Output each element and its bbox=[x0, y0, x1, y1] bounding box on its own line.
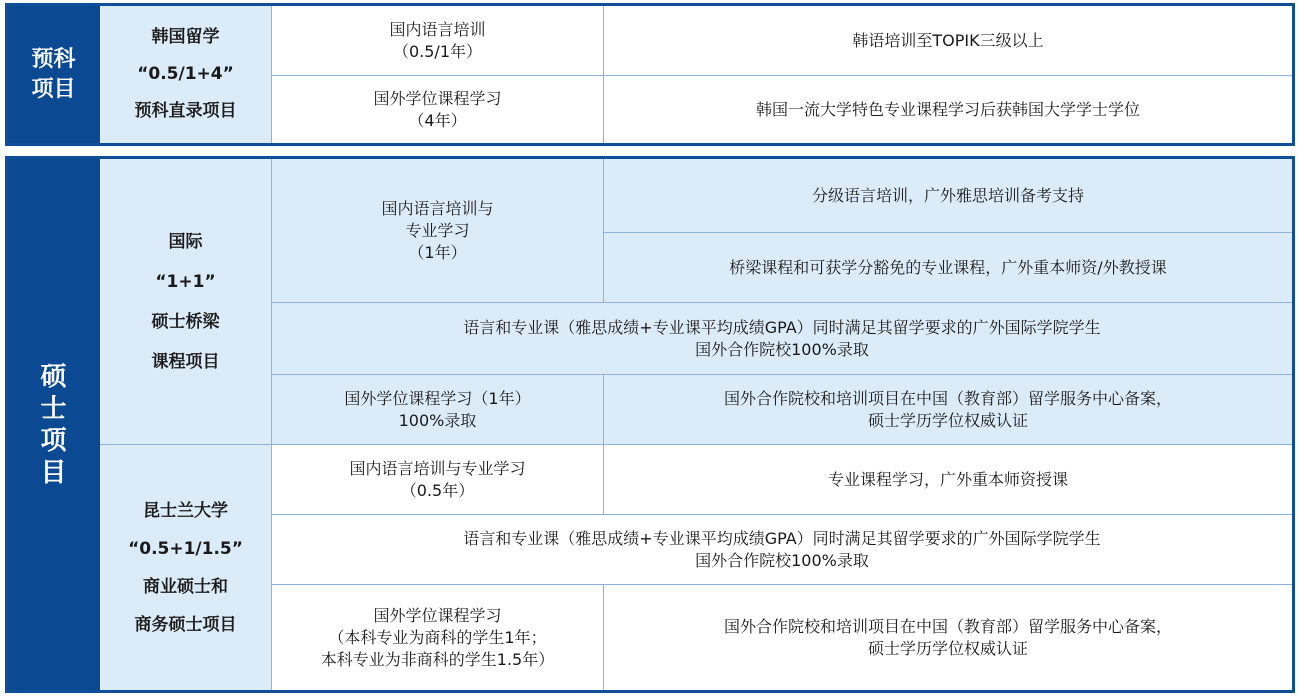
master-program-2-stage2-detail: 国外合作院校和培训项目在中国（教育部）留学服务中心备案， 硕士学历学位权威认证 bbox=[604, 585, 1294, 692]
prep-program-table bbox=[5, 3, 1295, 146]
master-program-2-stage1-detail: 专业课程学习，广外重本师资授课 bbox=[604, 445, 1294, 515]
master-program-2-name: 昆士兰大学 “0.5+1/1.5” 商业硕士和 商务硕士项目 bbox=[100, 445, 272, 692]
master-program-2-requirement: 语言和专业课（雅思成绩+专业课平均成绩GPA）同时满足其留学要求的广外国际学院学生 国外合作院校100%录取 bbox=[272, 515, 1294, 585]
master-program-1-stage1-detail-2: 桥梁课程和可获学分豁免的专业课程，广外重本师资/外教授课 bbox=[604, 233, 1294, 303]
master-program-1-name: 国际 “1+1” 硕士桥梁 课程项目 bbox=[100, 158, 272, 445]
prep-stage-domestic: 国内语言培训 （0.5/1年） bbox=[272, 5, 604, 76]
master-program-2-stage1: 国内语言培训与专业学习 （0.5年） bbox=[272, 445, 604, 515]
master-side-label: 硕 士 项 目 bbox=[7, 158, 100, 692]
master-program-1-stage2-detail: 国外合作院校和培训项目在中国（教育部）留学服务中心备案， 硕士学历学位权威认证 bbox=[604, 375, 1294, 445]
master-program-table bbox=[5, 156, 1295, 693]
master-program-1-requirement: 语言和专业课（雅思成绩+专业课平均成绩GPA）同时满足其留学要求的广外国际学院学生 国外合作院校100%录取 bbox=[272, 303, 1294, 375]
prep-detail-abroad: 韩国一流大学特色专业课程学习后获韩国大学学士学位 bbox=[604, 76, 1294, 145]
prep-program-name: 韩国留学 “0.5/1+4” 预科直录项目 bbox=[100, 5, 272, 145]
master-program-1-stage1: 国内语言培训与 专业学习 （1年） bbox=[272, 158, 604, 303]
prep-stage-abroad: 国外学位课程学习 （4年） bbox=[272, 76, 604, 145]
master-program-1-stage2: 国外学位课程学习（1年） 100%录取 bbox=[272, 375, 604, 445]
master-program-2-stage2: 国外学位课程学习 （本科专业为商科的学生1年； 本科专业为非商科的学生1.5年） bbox=[272, 585, 604, 692]
master-program-1-stage1-detail-1: 分级语言培训，广外雅思培训备考支持 bbox=[604, 158, 1294, 233]
prep-detail-domestic: 韩语培训至TOPIK三级以上 bbox=[604, 5, 1294, 76]
prep-side-label: 预科 项目 bbox=[7, 5, 100, 145]
